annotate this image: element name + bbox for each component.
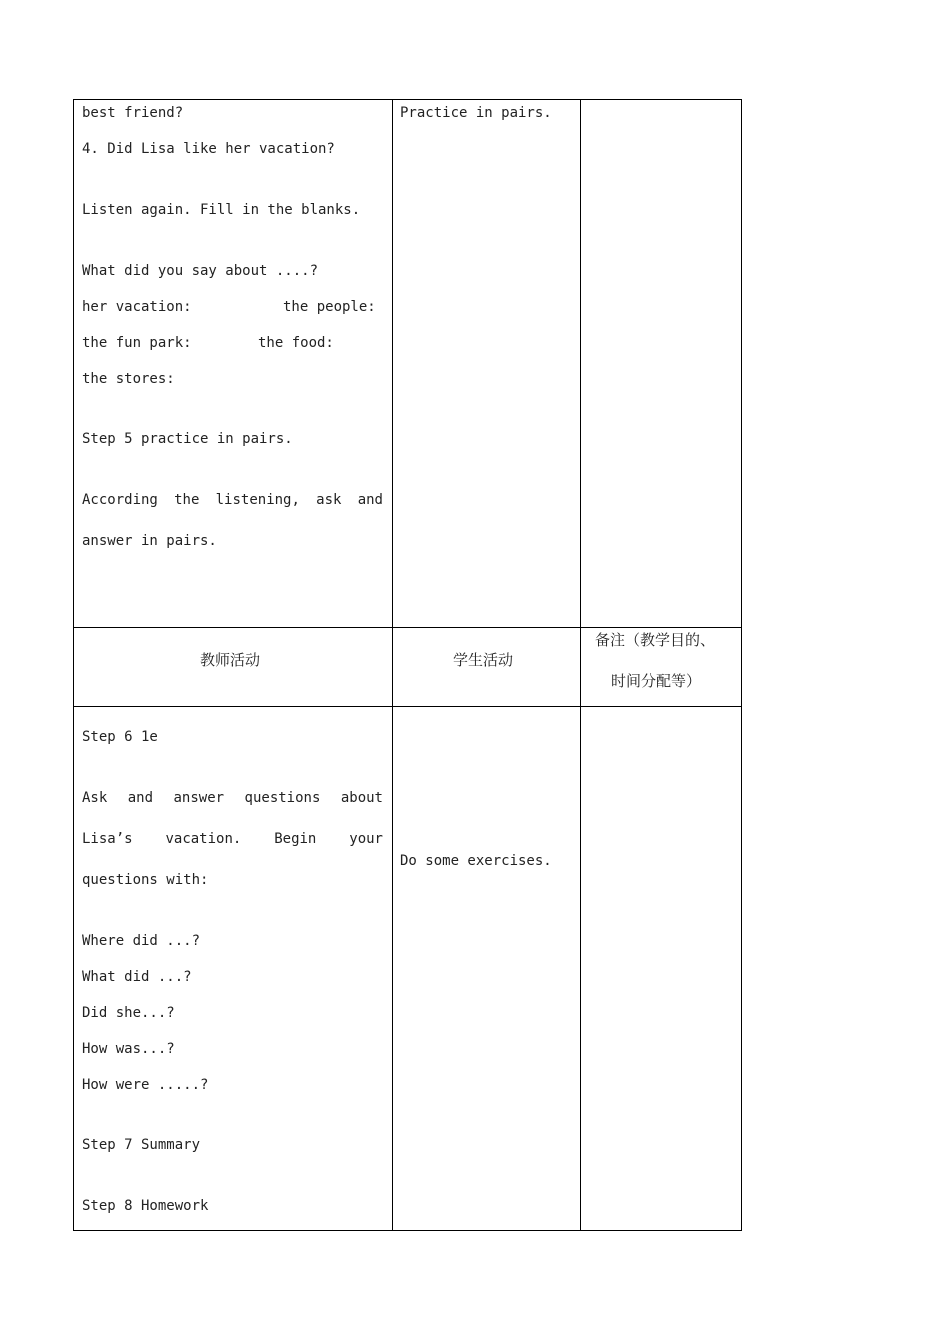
according-line	[82, 491, 383, 509]
prompt-how-were: How were .....?	[82, 1077, 209, 1093]
prompt-where: Where did ...?	[82, 933, 201, 949]
blank-the-people: the people:	[283, 299, 376, 315]
q3-end: best friend?	[82, 105, 184, 121]
ask-line	[82, 789, 383, 807]
word: questions	[244, 790, 321, 806]
header-teacher-activity: 教师活动	[200, 651, 261, 669]
step7-heading: Step 7 Summary	[82, 1137, 201, 1153]
prompt-what: What did ...?	[82, 969, 192, 985]
blank-her-vacation: her vacation:	[82, 299, 192, 315]
word: your	[349, 831, 383, 847]
questions-with: questions with:	[82, 872, 209, 888]
step5-heading: Step 5 practice in pairs.	[82, 431, 293, 447]
do-some-exercises: Do some exercises.	[400, 853, 552, 869]
prompt-did-she: Did she...?	[82, 1005, 175, 1021]
word: Begin	[274, 831, 317, 847]
what-did-you-say: What did you say about ....?	[82, 263, 319, 279]
word: the	[174, 492, 200, 508]
step8-heading: Step 8 Homework	[82, 1198, 209, 1214]
column-divider-2	[580, 100, 581, 1230]
column-divider-1	[392, 100, 393, 1230]
blank-the-food: the food:	[258, 335, 334, 351]
header-student-activity: 学生活动	[453, 651, 514, 669]
practice-in-pairs: Practice in pairs.	[400, 105, 552, 121]
blank-the-fun-park: the fun park:	[82, 335, 192, 351]
word: Lisa’s	[82, 831, 133, 847]
listen-again: Listen again. Fill in the blanks.	[82, 202, 361, 218]
lisa-line	[82, 830, 383, 848]
header-notes-line2: 时间分配等）	[611, 672, 702, 690]
answer-in-pairs: answer in pairs.	[82, 533, 217, 549]
word: According	[82, 492, 158, 508]
step6-heading: Step 6 1e	[82, 729, 158, 745]
word: listening,	[215, 492, 300, 508]
word: about	[340, 790, 383, 806]
row-divider-1	[74, 627, 741, 628]
word: and	[357, 492, 383, 508]
q4: 4. Did Lisa like her vacation?	[82, 141, 335, 157]
word: vacation.	[165, 831, 242, 847]
row-divider-2	[74, 706, 741, 707]
word: answer	[173, 790, 225, 806]
header-notes-line1: 备注（教学目的、	[595, 631, 716, 649]
word: and	[127, 790, 154, 806]
blank-the-stores: the stores:	[82, 371, 175, 387]
word: Ask	[82, 790, 108, 806]
prompt-how-was: How was...?	[82, 1041, 175, 1057]
word: ask	[316, 492, 342, 508]
